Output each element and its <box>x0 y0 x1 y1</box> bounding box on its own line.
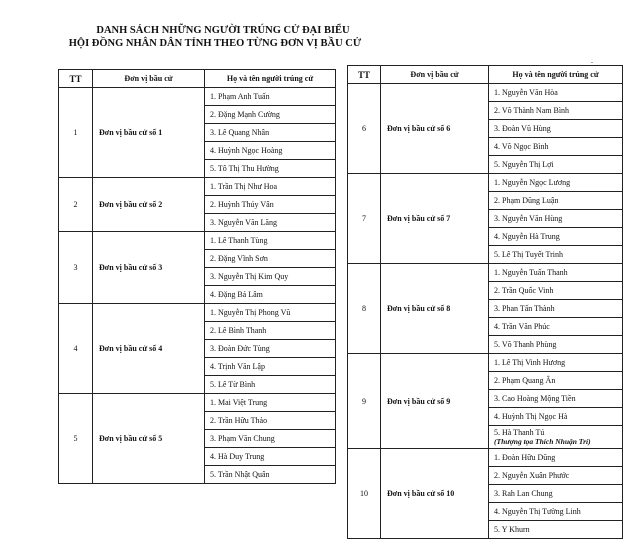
unit-number: 9 <box>348 354 381 449</box>
unit-name: Đơn vị bầu cử số 1 <box>93 88 205 178</box>
candidates-table-left <box>58 69 336 484</box>
candidate-name: 1. Đoàn Hữu Dũng <box>494 453 556 462</box>
candidate-cell <box>205 322 336 340</box>
candidate-cell <box>205 124 336 142</box>
candidate-name: 3. Lê Quang Nhân <box>210 128 270 137</box>
candidate-cell <box>205 160 336 178</box>
candidate-name: 4. Trần Văn Phúc <box>494 322 550 331</box>
candidate-cell <box>205 448 336 466</box>
unit-number: 4 <box>59 304 93 394</box>
header-tt: TT <box>348 66 381 84</box>
candidate-cell <box>489 354 623 372</box>
candidate-name: 2. Trần Quốc Vinh <box>494 286 554 295</box>
candidate-name: 5. Hà Thanh Tú <box>494 428 545 437</box>
header-unit: Đơn vị bầu cử <box>93 70 205 88</box>
table-body-right <box>348 84 623 539</box>
table-row <box>59 394 336 412</box>
candidate-name: 1. Lê Thị Vinh Hương <box>494 358 566 367</box>
unit-name: Đơn vị bầu cử số 9 <box>381 354 489 449</box>
candidate-cell <box>205 394 336 412</box>
candidate-note: (Thượng tọa Thích Nhuận Trí) <box>494 437 591 446</box>
candidate-name: 1. Mai Việt Trung <box>210 398 268 407</box>
candidate-cell <box>205 358 336 376</box>
unit-name: Đơn vị bầu cử số 2 <box>93 178 205 232</box>
candidate-name: 2. Nguyễn Xuân Phước <box>494 471 570 480</box>
candidate-name: 5. Võ Thanh Phùng <box>494 340 557 349</box>
table-row <box>348 264 623 282</box>
candidate-name: 4. Võ Ngọc Bình <box>494 142 549 151</box>
unit-number: 6 <box>348 84 381 174</box>
candidate-name: 5. Nguyễn Thị Lợi <box>494 160 554 169</box>
unit-number: 5 <box>59 394 93 484</box>
candidate-cell <box>205 466 336 484</box>
table-row <box>348 174 623 192</box>
candidate-cell <box>489 336 623 354</box>
unit-name: Đơn vị bầu cử số 8 <box>381 264 489 354</box>
table-row <box>348 449 623 467</box>
candidate-name: 3. Phạm Văn Chung <box>210 434 275 443</box>
unit-name: Đơn vị bầu cử số 5 <box>93 394 205 484</box>
candidate-cell <box>205 376 336 394</box>
candidate-name: 4. Huỳnh Ngọc Hoàng <box>210 146 283 155</box>
candidates-table-right <box>347 65 623 539</box>
candidate-name: 5. Lê Thị Tuyết Trinh <box>494 250 563 259</box>
table-row <box>59 88 336 106</box>
candidate-name: 2. Phạm Quang Ân <box>494 376 556 385</box>
candidate-name: 4. Trịnh Văn Lập <box>210 362 265 371</box>
candidate-name: 1. Nguyễn Thị Phong Vũ <box>210 308 291 317</box>
unit-number: 2 <box>59 178 93 232</box>
candidate-name: 5. Trần Nhật Quân <box>210 470 270 479</box>
header-names: Họ và tên người trúng cử <box>489 66 623 84</box>
candidate-name: 3. Nguyễn Văn Lăng <box>210 218 277 227</box>
table-row <box>59 178 336 196</box>
candidate-cell <box>489 210 623 228</box>
candidate-name: 2. Lê Bình Thanh <box>210 326 267 335</box>
candidate-name: 2. Phạm Dũng Luận <box>494 196 559 205</box>
candidate-cell <box>489 318 623 336</box>
page-mark: - <box>591 60 593 66</box>
candidate-name: 4. Hà Duy Trung <box>210 452 265 461</box>
candidate-name: 1. Nguyễn Văn Hòa <box>494 88 558 97</box>
candidate-cell <box>205 268 336 286</box>
candidate-name: 4. Đặng Bá Lâm <box>210 290 263 299</box>
candidate-cell <box>489 120 623 138</box>
candidate-cell <box>489 390 623 408</box>
unit-name: Đơn vị bầu cử số 3 <box>93 232 205 304</box>
unit-number: 3 <box>59 232 93 304</box>
document-title-line-1: DANH SÁCH NHỮNG NGƯỜI TRÚNG CỬ ĐẠI BIỂU <box>96 25 350 36</box>
unit-name: Đơn vị bầu cử số 10 <box>381 449 489 539</box>
candidate-cell <box>489 156 623 174</box>
table-header-row <box>348 66 623 84</box>
candidate-name: 2. Võ Thành Nam Bình <box>494 106 570 115</box>
candidate-cell <box>489 264 623 282</box>
candidate-name: 3. Phan Tấn Thành <box>494 304 555 313</box>
candidate-cell <box>205 214 336 232</box>
candidate-cell <box>205 88 336 106</box>
candidate-cell <box>489 84 623 102</box>
header-tt: TT <box>59 70 93 88</box>
candidate-name: 1. Lê Thanh Tùng <box>210 236 268 245</box>
candidate-cell <box>205 142 336 160</box>
candidate-name: 2. Đặng Vĩnh Sơn <box>210 254 268 263</box>
unit-name: Đơn vị bầu cử số 4 <box>93 304 205 394</box>
candidate-name: 5. Lê Từ Bình <box>210 380 256 389</box>
candidate-cell <box>205 232 336 250</box>
candidate-cell <box>205 286 336 304</box>
table-row <box>348 84 623 102</box>
candidate-cell <box>489 449 623 467</box>
candidate-cell <box>205 178 336 196</box>
candidate-name: 3. Đoàn Đức Tùng <box>210 344 270 353</box>
candidate-name: 3. Nguyễn Văn Hùng <box>494 214 563 223</box>
candidate-name: 1. Nguyễn Ngọc Lương <box>494 178 571 187</box>
candidate-cell <box>489 282 623 300</box>
candidate-name: 2. Huỳnh Thúy Vân <box>210 200 274 209</box>
header-names: Họ và tên người trúng cử <box>205 70 336 88</box>
candidate-cell <box>489 300 623 318</box>
candidate-cell <box>489 485 623 503</box>
candidate-cell <box>489 503 623 521</box>
unit-number: 10 <box>348 449 381 539</box>
candidate-cell <box>205 340 336 358</box>
candidate-name: 4. Nguyễn Thị Tường Linh <box>494 507 581 516</box>
table-body-left <box>59 88 336 484</box>
unit-number: 8 <box>348 264 381 354</box>
document-title-line-2: HỘI ĐỒNG NHÂN DÂN TỈNH THEO TỪNG ĐƠN VỊ BẦU CỬ <box>68 38 362 49</box>
unit-number: 7 <box>348 174 381 264</box>
candidate-cell <box>205 304 336 322</box>
candidate-cell <box>489 426 623 449</box>
candidate-cell <box>489 228 623 246</box>
candidate-name: 4. Huỳnh Thị Ngọc Hà <box>494 412 568 421</box>
candidate-cell <box>489 138 623 156</box>
candidate-name: 3. Nguyễn Thị Kim Quy <box>210 272 289 281</box>
candidate-cell <box>489 521 623 539</box>
candidate-name: 3. Cao Hoàng Mộng Tiền <box>494 394 576 403</box>
unit-number: 1 <box>59 88 93 178</box>
candidate-name: 3. Rah Lan Chung <box>494 489 553 498</box>
table-row <box>348 354 623 372</box>
table-row <box>59 304 336 322</box>
table-row <box>59 232 336 250</box>
candidate-cell <box>205 250 336 268</box>
candidate-name: 5. Tô Thị Thu Hường <box>210 164 279 173</box>
candidate-name: 2. Trần Hữu Thảo <box>210 416 268 425</box>
candidate-cell <box>205 412 336 430</box>
candidate-cell <box>205 196 336 214</box>
header-unit: Đơn vị bầu cử <box>381 66 489 84</box>
unit-name: Đơn vị bầu cử số 6 <box>381 84 489 174</box>
candidate-name: 1. Phạm Anh Tuấn <box>210 92 270 101</box>
candidate-cell <box>489 246 623 264</box>
candidate-cell <box>489 192 623 210</box>
candidate-name: 4. Nguyễn Hà Trung <box>494 232 560 241</box>
candidate-cell <box>489 372 623 390</box>
candidate-cell <box>489 102 623 120</box>
candidate-cell <box>205 106 336 124</box>
candidate-name: 1. Trần Thị Như Hoa <box>210 182 278 191</box>
candidate-cell <box>489 174 623 192</box>
candidate-name: 3. Đoàn Vũ Hùng <box>494 124 551 133</box>
candidate-cell <box>489 467 623 485</box>
unit-name: Đơn vị bầu cử số 7 <box>381 174 489 264</box>
candidate-name: 1. Nguyễn Tuấn Thanh <box>494 268 568 277</box>
table-header-row <box>59 70 336 88</box>
candidate-name: 2. Đặng Mạnh Cường <box>210 110 280 119</box>
candidate-cell <box>205 430 336 448</box>
candidate-name: 5. Y Khurn <box>494 525 530 534</box>
candidate-cell <box>489 408 623 426</box>
